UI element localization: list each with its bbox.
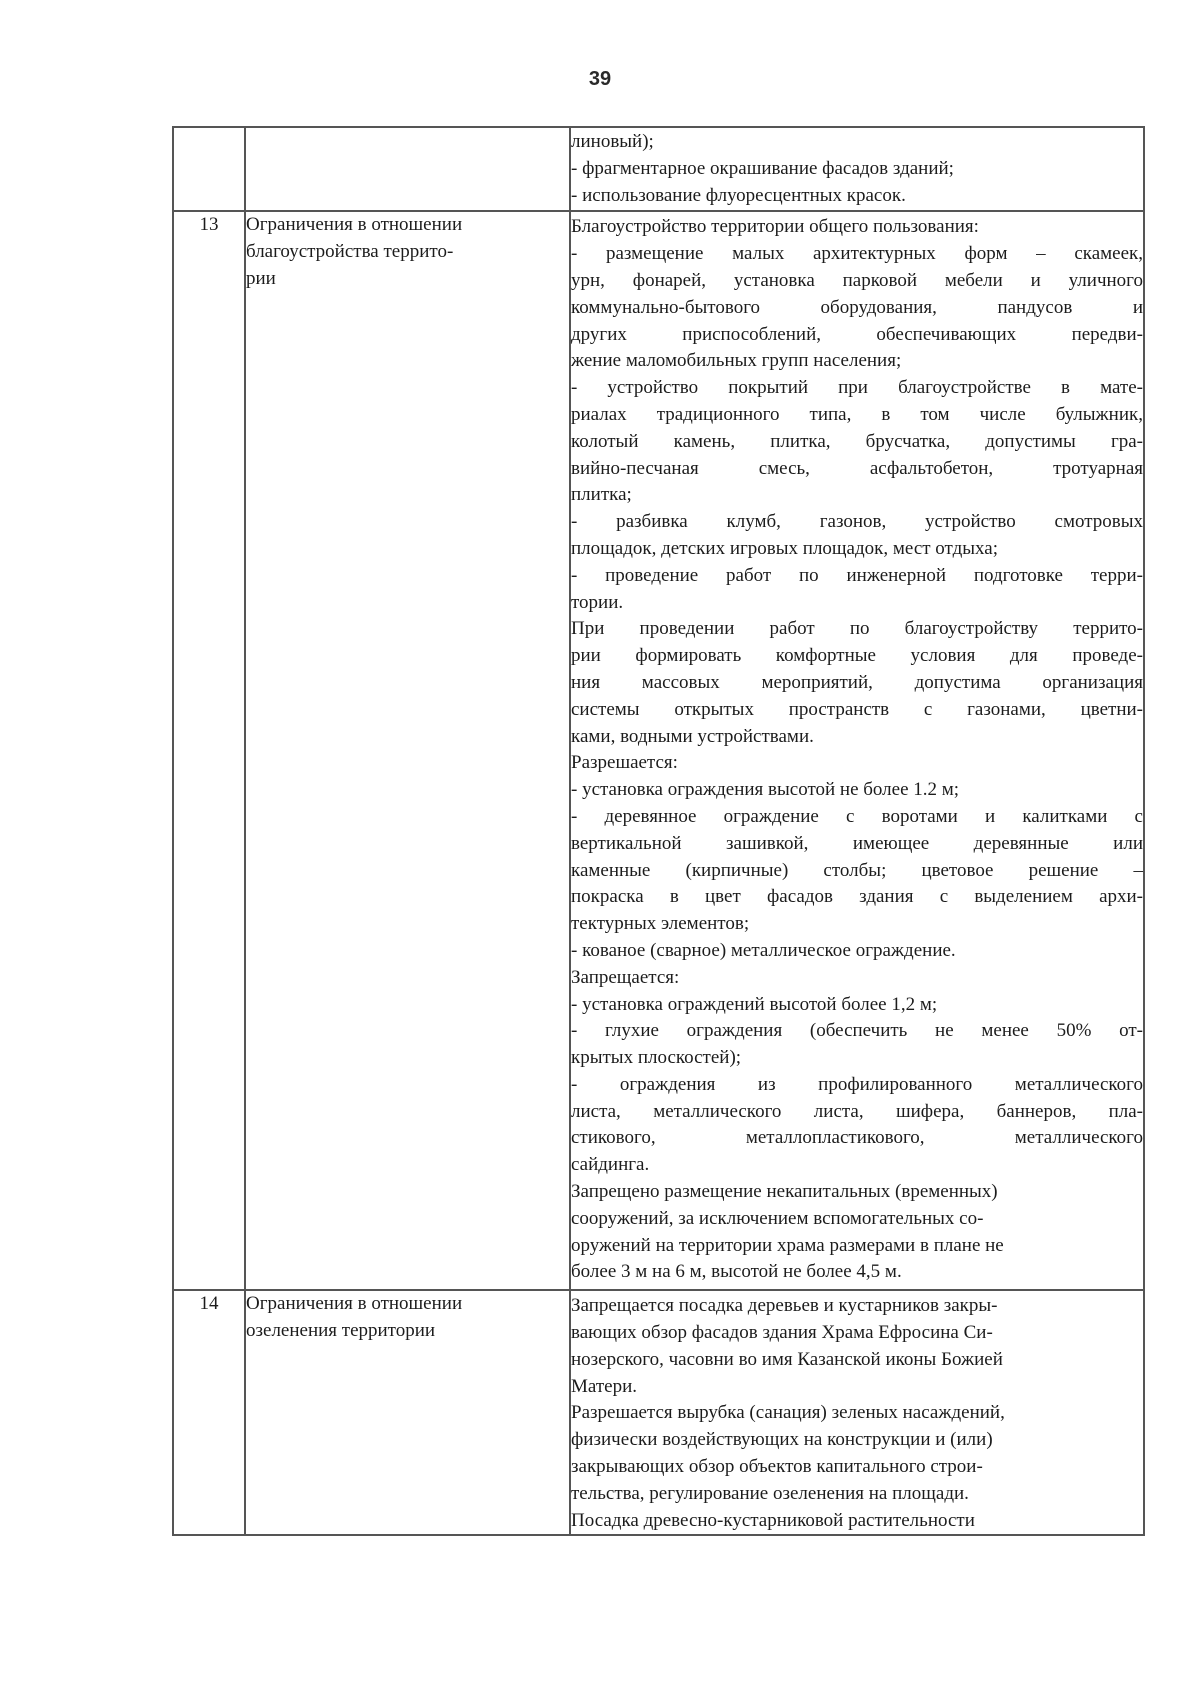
page-number: 39	[588, 68, 612, 90]
text-line: каменные (кирпичные) столбы; цветовое решение –	[571, 859, 1143, 881]
text-line: закрывающих обзор объектов капитального строи-	[571, 1456, 983, 1478]
text-line: Благоустройство территории общего пользования:	[571, 216, 979, 238]
text-line: урн, фонарей, установка парковой мебели и уличного	[571, 269, 1143, 291]
text-line: жение маломобильных групп населения;	[571, 350, 902, 372]
text-line: озеленения территории	[246, 1320, 436, 1342]
text-line: - устройство покрытий при благоустройстве в мате-	[571, 377, 1143, 399]
text-line: других приспособлений, обеспечивающих передви-	[571, 323, 1143, 345]
text-line: - установка ограждения высотой не более 1.2 м;	[571, 779, 960, 801]
row-description-cell	[570, 1290, 1144, 1535]
row-number-cell: 14	[173, 1290, 245, 1535]
table-row	[173, 127, 1144, 211]
text-line: Посадка древесно-кустарниковой растительности	[571, 1509, 975, 1531]
text-line: - деревянное ограждение с воротами и калитками с	[571, 805, 1143, 827]
text-line: площадок, детских игровых площадок, мест отдыха;	[571, 537, 998, 559]
row-name-cell	[245, 211, 570, 1290]
text-line: стикового, металлопластикового, металлического	[571, 1127, 1143, 1149]
text-line: вающих обзор фасадов здания Храма Ефросина Си-	[571, 1322, 993, 1344]
text-line: - кованое (сварное) металлическое ограждение.	[571, 939, 956, 961]
text-line: физически воздействующих на конструкции и (или)	[571, 1429, 993, 1451]
text-line: - установка ограждений высотой более 1,2 м;	[571, 993, 938, 1015]
text-line: коммунально-бытового оборудования, пандусов и	[571, 296, 1143, 318]
text-line: тельства, регулирование озеленения на площади.	[571, 1482, 969, 1504]
text-line: вертикальной зашивкой, имеющее деревянные или	[571, 832, 1143, 854]
text-line: тории.	[571, 591, 624, 613]
text-line: оружений на территории храма размерами в плане не	[571, 1234, 1004, 1256]
text-line: Матери.	[571, 1375, 637, 1397]
text-line: - глухие ограждения (обеспечить не менее 50% от-	[571, 1020, 1143, 1042]
text-line: Ограничения в отношении	[246, 1293, 463, 1315]
row-name-cell	[245, 1290, 570, 1535]
text-line: нозерского, часовни во имя Казанской иконы Божией	[571, 1348, 1003, 1370]
text-line: рии формировать комфортные условия для проведе-	[571, 645, 1143, 667]
text-line: плитка;	[571, 484, 632, 506]
text-line: - размещение малых архитектурных форм – скамеек,	[571, 243, 1143, 265]
text-line: ками, водными устройствами.	[571, 725, 814, 747]
text-line: тектурных элементов;	[571, 913, 750, 935]
text-line: Запрещается:	[571, 966, 680, 988]
text-line: Запрещается посадка деревьев и кустарников закры-	[571, 1295, 998, 1317]
text-line: листа, металлического листа, шифера, баннеров, пла-	[571, 1100, 1143, 1122]
text-line: При проведении работ по благоустройству террито-	[571, 618, 1143, 640]
restrictions-table	[172, 126, 1145, 1536]
text-line: Разрешается вырубка (санация) зеленых насаждений,	[571, 1402, 1005, 1424]
text-line: - ограждения из профилированного металлического	[571, 1073, 1143, 1095]
text-line: - использование флуоресцентных красок.	[571, 184, 906, 206]
text-line: системы открытых пространств с газонами, цветни-	[571, 698, 1143, 720]
row-description-cell	[570, 211, 1144, 1290]
text-line: Ограничения в отношении	[246, 214, 463, 236]
row-number-cell: 13	[173, 211, 245, 1290]
text-line: покраска в цвет фасадов здания с выделением архи-	[571, 886, 1143, 908]
text-line: линовый);	[571, 131, 654, 152]
text-line: сайдинга.	[571, 1154, 650, 1176]
row-name-cell	[245, 127, 570, 211]
text-line: Разрешается:	[571, 752, 678, 774]
table-row	[173, 1290, 1144, 1535]
text-line: колотый камень, плитка, брусчатка, допустимы гра-	[571, 430, 1143, 452]
text-line: рии	[246, 267, 276, 289]
text-line: Запрещено размещение некапитальных (временных)	[571, 1181, 998, 1203]
table-row	[173, 211, 1144, 1290]
text-line: - фрагментарное окрашивание фасадов зданий;	[571, 157, 954, 179]
text-line: вийно-песчаная смесь, асфальтобетон, тротуарная	[571, 457, 1143, 479]
row-number-cell	[173, 127, 245, 211]
text-line: сооружений, за исключением вспомогательных со-	[571, 1207, 984, 1229]
text-line: риалах традиционного типа, в том числе булыжник,	[571, 403, 1143, 425]
row-description-cell	[570, 127, 1144, 211]
text-line: ния массовых мероприятий, допустима организация	[571, 671, 1143, 693]
text-line: благоустройства террито-	[246, 241, 454, 263]
text-line: более 3 м на 6 м, высотой не более 4,5 м.	[571, 1261, 902, 1283]
text-line: крытых плоскостей);	[571, 1047, 742, 1069]
text-line: - разбивка клумб, газонов, устройство смотровых	[571, 511, 1143, 533]
text-line: - проведение работ по инженерной подготовке терри-	[571, 564, 1143, 586]
